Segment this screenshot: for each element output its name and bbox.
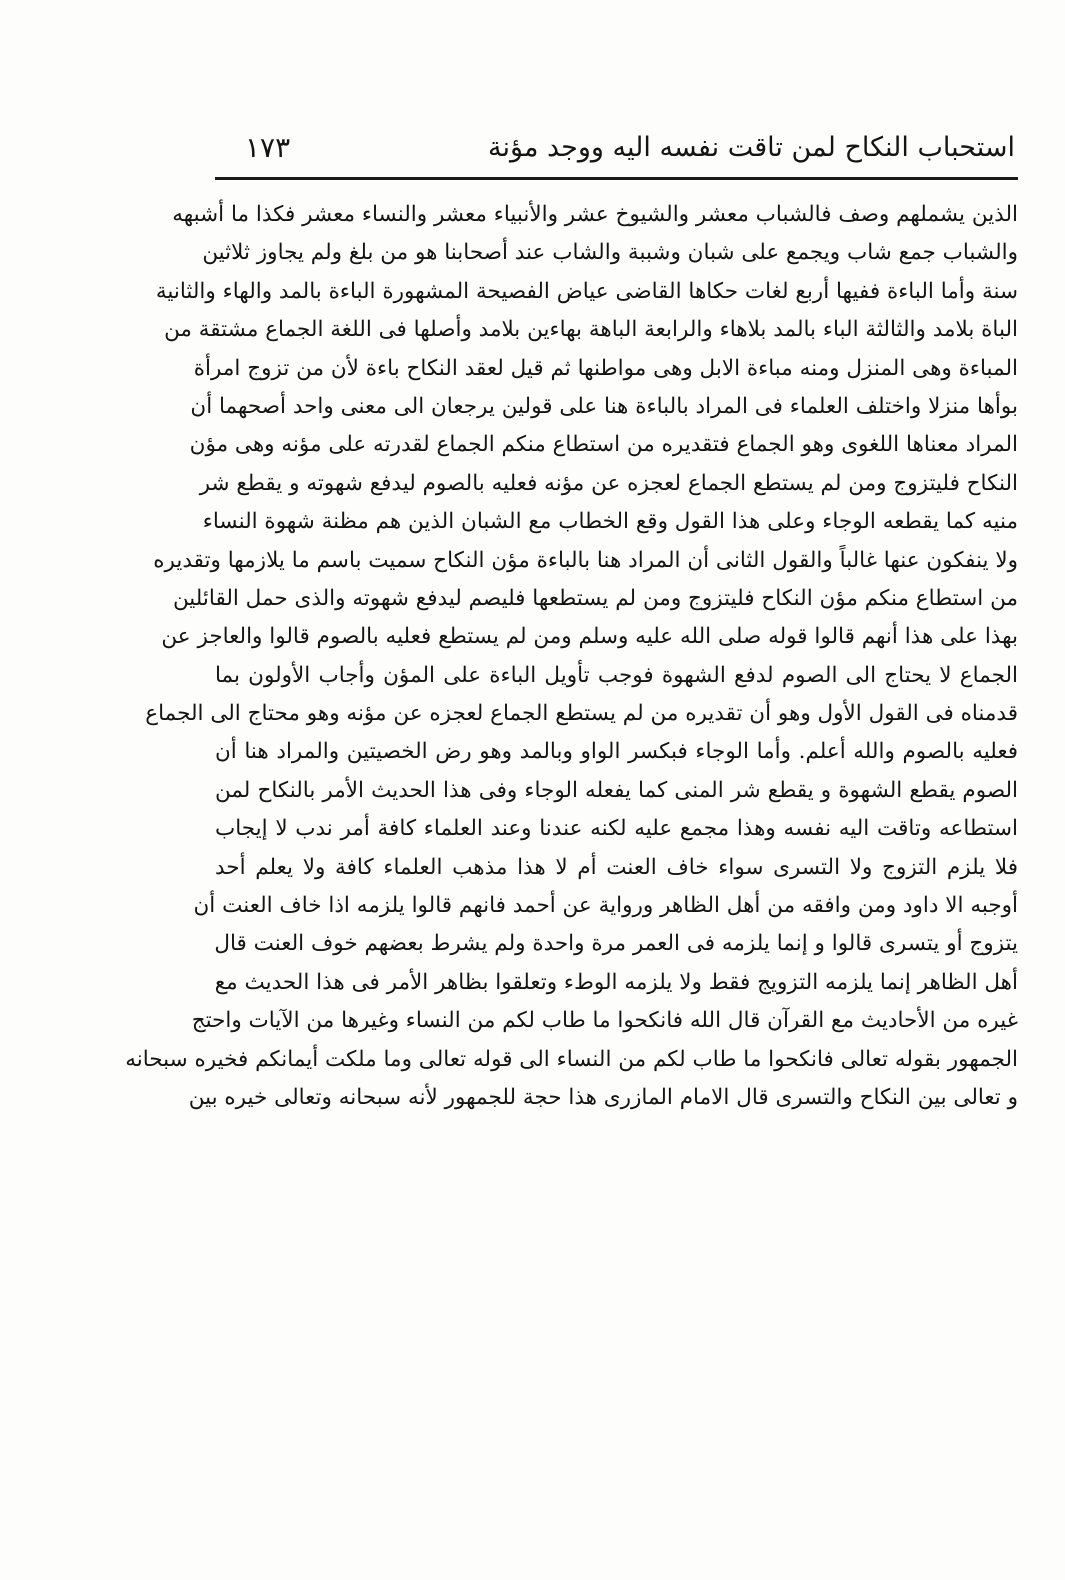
text-line: قدمناه فى القول الأول وهو أن تقديره من لم يستطع الجماع لعجزه عن مؤنه وهو محتاج الى الجماع xyxy=(145,701,1018,727)
text-line: الذين يشملهم وصف فالشباب معشر والشيوخ عشر والأنبياء معشر والنساء معشر فكذا ما أشبهه xyxy=(172,202,1018,227)
page-header xyxy=(225,126,1015,176)
header-rule xyxy=(215,177,1018,180)
text-line: بهذا على هذا أنهم قالوا قوله صلى الله عليه وسلم ومن لم يستطع فعليه بالصوم قالوا والعاجز عن xyxy=(161,624,1018,650)
text-line: والشباب جمع شاب ويجمع على شبان وشببة والشاب عند أصحابنا هو من بلغ ولم يجاوز ثلاثين xyxy=(202,240,1018,266)
text-line: سنة وأما الباءة ففيها أربع لغات حكاها القاضى عياض الفصيحة المشهورة الباءة بالمد والهاء والثانية xyxy=(155,278,1018,304)
text-line: فلا يلزم التزوج ولا التسرى سواء خاف العنت أم لا هذا مذهب العلماء كافة ولا يعلم أحد xyxy=(215,854,1018,880)
text-line: ولا ينفكون عنها غالباً والقول الثانى أن المراد هنا بالباءة مؤن النكاح سميت باسم ما يلازمها وتقديره xyxy=(153,547,1018,573)
text-line: أهل الظاهر إنما يلزمه التزويج فقط ولا يلزمه الوطء وتعلقوا بظاهر الأمر فى هذا الحديث مع xyxy=(214,969,1018,995)
text-line: المراد معناها اللغوى وهو الجماع فتقديره من استطاع منكم الجماع لقدرته على مؤنه وهى مؤن xyxy=(189,432,1018,458)
text-line: فعليه بالصوم والله أعلم. وأما الوجاء فبكسر الواو وبالمد وهو رض الخصيتين والمراد هنا أن xyxy=(215,739,1018,765)
text-line: من استطاع منكم مؤن النكاح فليتزوج ومن لم يستطعها فليصم ليدفع شهوته والذى حمل القائلين xyxy=(172,585,1018,611)
body-text xyxy=(125,196,1018,1117)
text-line: بوأها منزلا واختلف العلماء فى المراد بالباءة هنا على قولين يرجعان الى معنى واحد أصحهما أن xyxy=(190,393,1018,419)
text-line: الصوم يقطع الشهوة و يقطع شر المنى كما يفعله الوجاء وفى هذا الحديث الأمر بالنكاح لمن xyxy=(215,777,1018,803)
text-line: و تعالى بين النكاح والتسرى قال الامام المازرى هذا حجة للجمهور لأنه سبحانه وتعالى خيره بين xyxy=(188,1084,1018,1110)
text-line: غيره من الأحاديث مع القرآن قال الله فانكحوا ما طاب لكم من النساء وغيرها من الآيات واحتج xyxy=(191,1008,1018,1034)
text-line: الجمهور بقوله تعالى فانكحوا ما طاب لكم من النساء الى قوله تعالى وما ملكت أيمانكم فخيره سبحانه xyxy=(125,1046,1018,1072)
page-number: ١٧٣ xyxy=(245,131,291,164)
text-line: يتزوج أو يتسرى قالوا و إنما يلزمه فى العمر مرة واحدة ولم يشرط بعضهم خوف العنت قال xyxy=(214,931,1018,957)
text-line: منيه كما يقطعه الوجاء وعلى هذا القول وقع الخطاب مع الشبان الذين هم مظنة شهوة النساء xyxy=(202,509,1018,535)
text-line: المباءة وهى المنزل ومنه مباءة الابل وهى مواطنها ثم قيل لعقد النكاح باءة لأن من تزوج امرأة xyxy=(193,355,1018,381)
text-line: الجماع لا يحتاج الى الصوم لدفع الشهوة فوجب تأويل الباءة على المؤن وأجاب الأولون بما xyxy=(215,662,1018,688)
text-line: استطاعه وتاقت اليه نفسه وهذا مجمع عليه لكنه عندنا وعند العلماء كافة أمر ندب لا إيجاب xyxy=(215,816,1018,842)
text-line: أوجبه الا داود ومن وافقه من أهل الظاهر ورواية عن أحمد فانهم قالوا يلزمه اذا خاف العنت أن xyxy=(193,893,1018,919)
text-line: النكاح فليتزوج ومن لم يستطع الجماع لعجزه عن مؤنه فعليه بالصوم ليدفع شهوته و يقطع شر xyxy=(199,470,1018,496)
running-title: استحباب النكاح لمن تاقت نفسه اليه ووجد مؤنة xyxy=(488,132,1015,163)
text-line: الباة بلامد والثالثة الباء بالمد بلاهاء والرابعة الباهة بهاءين بلامد وأصلها فى اللغة الجماع مشتقة من xyxy=(164,317,1018,343)
